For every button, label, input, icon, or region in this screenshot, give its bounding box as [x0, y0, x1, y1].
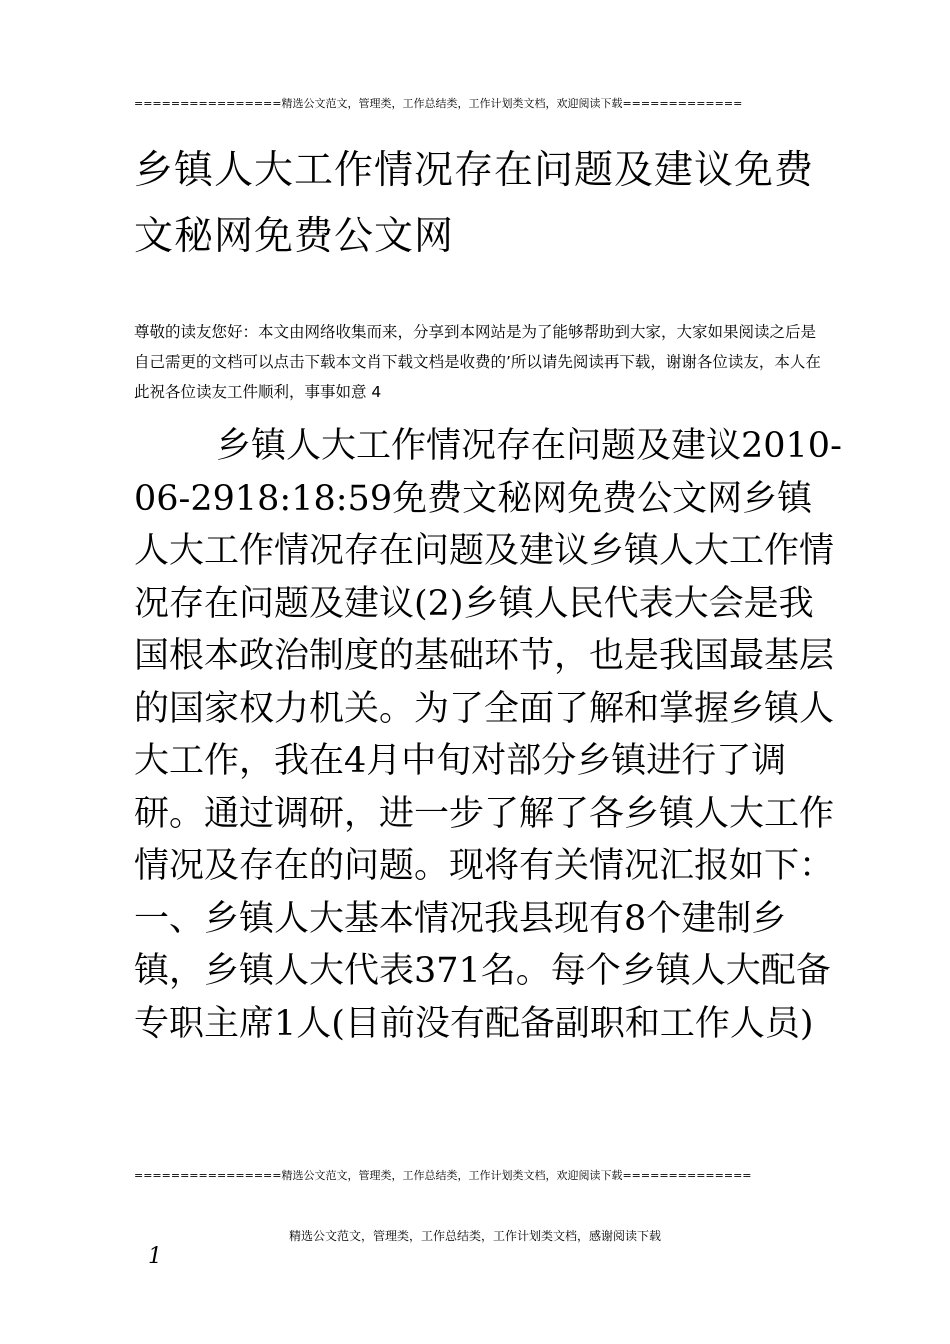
document-body: 乡镇人大工作情况存在问题及建议2010-06-2918:18:59免费文秘网免费公文网乡镇人大工作情况存在问题及建议乡镇人大工作情况存在问题及建议(2)乡镇人民代表大会是我国根本政治制度的基础环节，也是我国最基层的国家权力机关。为了全面了解和掌握乡镇人大工作，我在4月中旬对部分乡镇进行了调研。通过调研，进一步了解了各乡镇人大工作情况及存在的问题。现将有关情况汇报如下：一、乡镇人大基本情况我县现有8个建制乡镇，乡镇人大代表371名。每个乡镇人大配备专职主席1人(目前没有配备副职和工作人员)	[134, 426, 842, 1044]
page-number: 1	[148, 1244, 162, 1269]
reader-notice: 尊敬的读友您好：本文由网络收集而来，分享到本网站是为了能够帮助到大家，大家如果阅读之后是自己需更的文档可以点击下载本文肖下载文档是收费的’所以请先阅读再下载，谢谢各位读友，本人在此祝各位读友工件顺利，事事如意 4	[134, 323, 821, 401]
document-title: 乡镇人大工作情况存在问题及建议免费文秘网免费公文网	[134, 148, 815, 259]
header-banner: ================精选公文范文，管理类，工作总结类，工作计划类文档，欢迎阅读下载=============	[134, 97, 743, 110]
footer-banner: ================精选公文范文，管理类，工作总结类，工作计划类文档，欢迎阅读下载==============	[134, 1169, 752, 1182]
footer-note: 精选公文范文，管理类，工作总结类，工作计划类文档，感谢阅读下载	[288, 1229, 661, 1243]
